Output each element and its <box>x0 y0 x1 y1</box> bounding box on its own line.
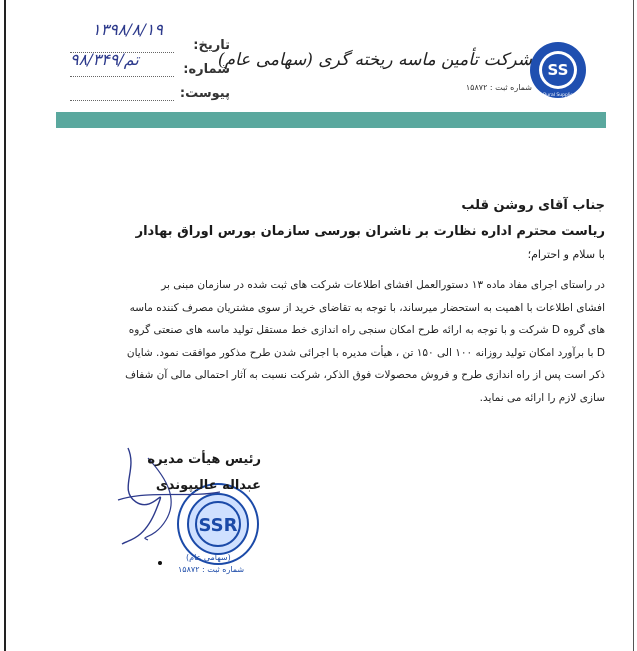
logo-caption: Sica Bural Supplier Co. <box>532 93 584 98</box>
number-value: ت‍م/۹۸/۳۴۹ <box>70 50 139 69</box>
ink-dot <box>158 561 162 565</box>
body-line: های گروه D شرکت و با توجه به ارائه طرح امکان سنجی راه اندازی خط مستقل تولید ماسه های صنعتی گروه <box>128 324 605 337</box>
page-right-edge <box>633 0 634 651</box>
attachment-row <box>70 86 230 104</box>
date-label: تاریخ: <box>193 38 230 53</box>
attachment-dotted-line <box>70 100 174 101</box>
letter-body <box>100 274 605 410</box>
body-line: D با برآورد امکان تولید روزانه ۱۰۰ الی ۱۵۰ تن ، هیأت مدیره با اجرائی شدن طرح مذکور موافقت نمود. شایان <box>126 346 605 359</box>
body-line: در راستای اجرای مفاد ماده ۱۳ دستورالعمل افشای اطلاعات شرکت های ثبت شده در سازمان مبنی بر <box>161 279 605 291</box>
recipient-name: جناب آقای روشن قلب <box>461 198 605 213</box>
logo-initials: SS <box>547 61 569 79</box>
signatory-title: رئیس هیأت مدیره <box>147 452 261 467</box>
recipient-title: ریاست محترم اداره نظارت بر ناشران بورسی سازمان بورس اوراق بهادار <box>135 224 605 239</box>
greeting: با سلام و احترام؛ <box>527 248 605 261</box>
company-logo-icon <box>528 40 588 100</box>
stamp-company-type: (سهامی عام) <box>186 553 231 562</box>
number-label: شماره: <box>183 62 230 77</box>
seal-initials: SSR <box>198 515 238 536</box>
attachment-label: پیوست: <box>179 86 230 101</box>
page-left-edge <box>4 0 6 651</box>
number-dotted-line <box>70 76 174 77</box>
number-row <box>70 50 230 80</box>
body-line: ذکر است پس از راه اندازی طرح و فروش محصولات فوق الذکر، شرکت نسبت به آثار احتمالی مالی آن شفاف <box>125 369 605 382</box>
header-color-band <box>56 112 606 128</box>
body-line: افشای اطلاعات با اهمیت به استحضار میرساند، با توجه به تقاضای خرید از سوی مشتریان مصرف کننده ماسه <box>129 301 605 314</box>
signatory-name: عبداله عالیپوندی <box>155 478 261 493</box>
body-line: سازی لازم را ارائه می نماید. <box>479 391 605 404</box>
registration-number: شماره ثبت : ۱۵۸۷۲ <box>465 83 532 92</box>
company-name: شرکت تأمین ماسه ریخته گری (سهامی عام) <box>217 50 532 70</box>
date-value: ۱۳۹۸/۸/۱۹ <box>92 20 163 39</box>
stamp-registration: شماره ثبت : ۱۵۸۷۲ <box>178 565 245 574</box>
